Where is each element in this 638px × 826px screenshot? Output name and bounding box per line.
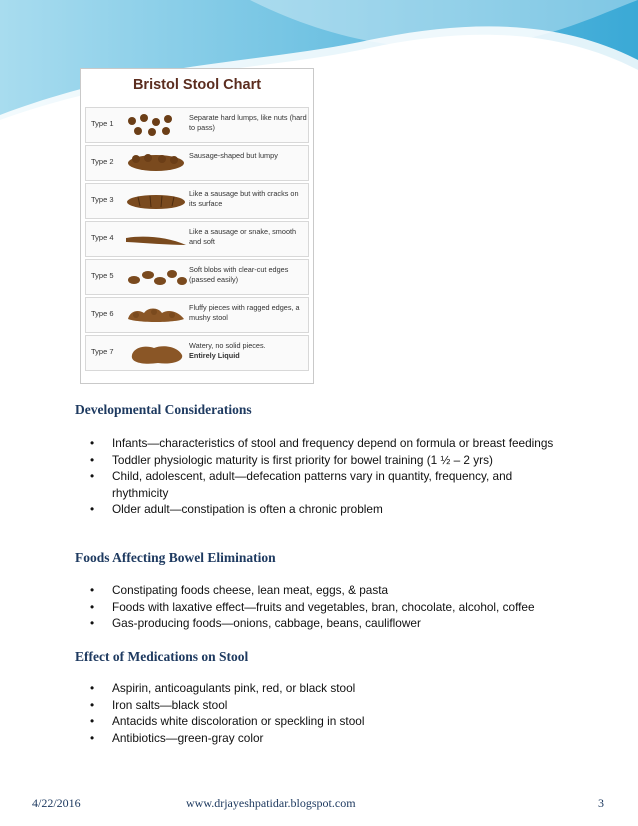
stool-type-1-illustration (124, 111, 188, 139)
stool-type-4-illustration (124, 225, 188, 253)
bristol-stool-chart-image (80, 68, 314, 384)
list-item: • Foods with laxative effect—fruits and vegetables, bran, chocolate, alcohol, coffee (90, 599, 560, 616)
list-item: • Iron salts—black stool (90, 697, 560, 714)
list-item: • Antacids white discoloration or speckling in stool (90, 713, 560, 730)
chart-row-type-6 (85, 297, 309, 333)
stool-type-7-illustration (124, 339, 188, 367)
list-item: • Infants—characteristics of stool and frequency depend on formula or breast feedings (90, 435, 560, 452)
row-description: Like a sausage or snake, smooth and soft (189, 227, 297, 246)
chart-row-type-4 (85, 221, 309, 257)
list-item: • Constipating foods cheese, lean meat, eggs, & pasta (90, 582, 560, 599)
row-description (189, 341, 307, 360)
list-item: • Aspirin, anticoagulants pink, red, or black stool (90, 680, 560, 697)
stool-type-3-illustration (124, 187, 188, 215)
row-type-label: Type 5 (91, 271, 114, 280)
medications-list (90, 680, 560, 746)
row-type-label: Type 4 (91, 233, 114, 242)
section-heading-medications: Effect of Medications on Stool (75, 649, 249, 664)
stool-type-6-illustration (124, 301, 188, 329)
stool-type-2-illustration (124, 149, 188, 177)
chart-title: Bristol Stool Chart (132, 77, 262, 93)
footer-date: 4/22/2016 (32, 796, 81, 810)
row-description: Fluffy pieces with ragged edges, a mushy stool (189, 303, 300, 322)
chart-row-type-3 (85, 183, 309, 219)
row-description-bold: Entirely Liquid (189, 350, 240, 360)
list-item: • Older adult—constipation is often a chronic problem (90, 501, 560, 518)
list-item: • Child, adolescent, adult—defecation patterns vary in quantity, frequency, and rhythmicity (90, 468, 560, 501)
developmental-list (90, 435, 560, 518)
page-number: 3 (598, 796, 604, 810)
row-description: Soft blobs with clear-cut edges (passed easily) (189, 265, 289, 284)
section-heading-developmental: Developmental Considerations (75, 402, 252, 417)
row-type-label: Type 7 (91, 347, 114, 356)
row-description: Separate hard lumps, like nuts (hard to pass) (189, 113, 307, 132)
chart-row-type-2 (85, 145, 309, 181)
row-description: Sausage-shaped but lumpy (189, 151, 278, 160)
section-heading-foods: Foods Affecting Bowel Elimination (75, 550, 276, 565)
row-type-label: Type 1 (91, 119, 114, 128)
chart-row-type-7 (85, 335, 309, 371)
row-description: Like a sausage but with cracks on its surface (189, 189, 299, 208)
list-item: • Antibiotics—green-gray color (90, 730, 560, 747)
row-type-label: Type 2 (91, 157, 114, 166)
stool-type-5-illustration (124, 263, 188, 291)
foods-list (90, 582, 560, 632)
row-type-label: Type 3 (91, 195, 114, 204)
chart-row-type-1 (85, 107, 309, 143)
row-description-text: Watery, no solid pieces. (189, 341, 266, 350)
list-item: • Gas-producing foods—onions, cabbage, beans, cauliflower (90, 615, 560, 632)
row-type-label: Type 6 (91, 309, 114, 318)
footer-url[interactable]: www.drjayeshpatidar.blogspot.com (186, 796, 356, 810)
chart-row-type-5 (85, 259, 309, 295)
list-item: • Toddler physiologic maturity is first priority for bowel training (1 ½ – 2 yrs) (90, 452, 560, 469)
